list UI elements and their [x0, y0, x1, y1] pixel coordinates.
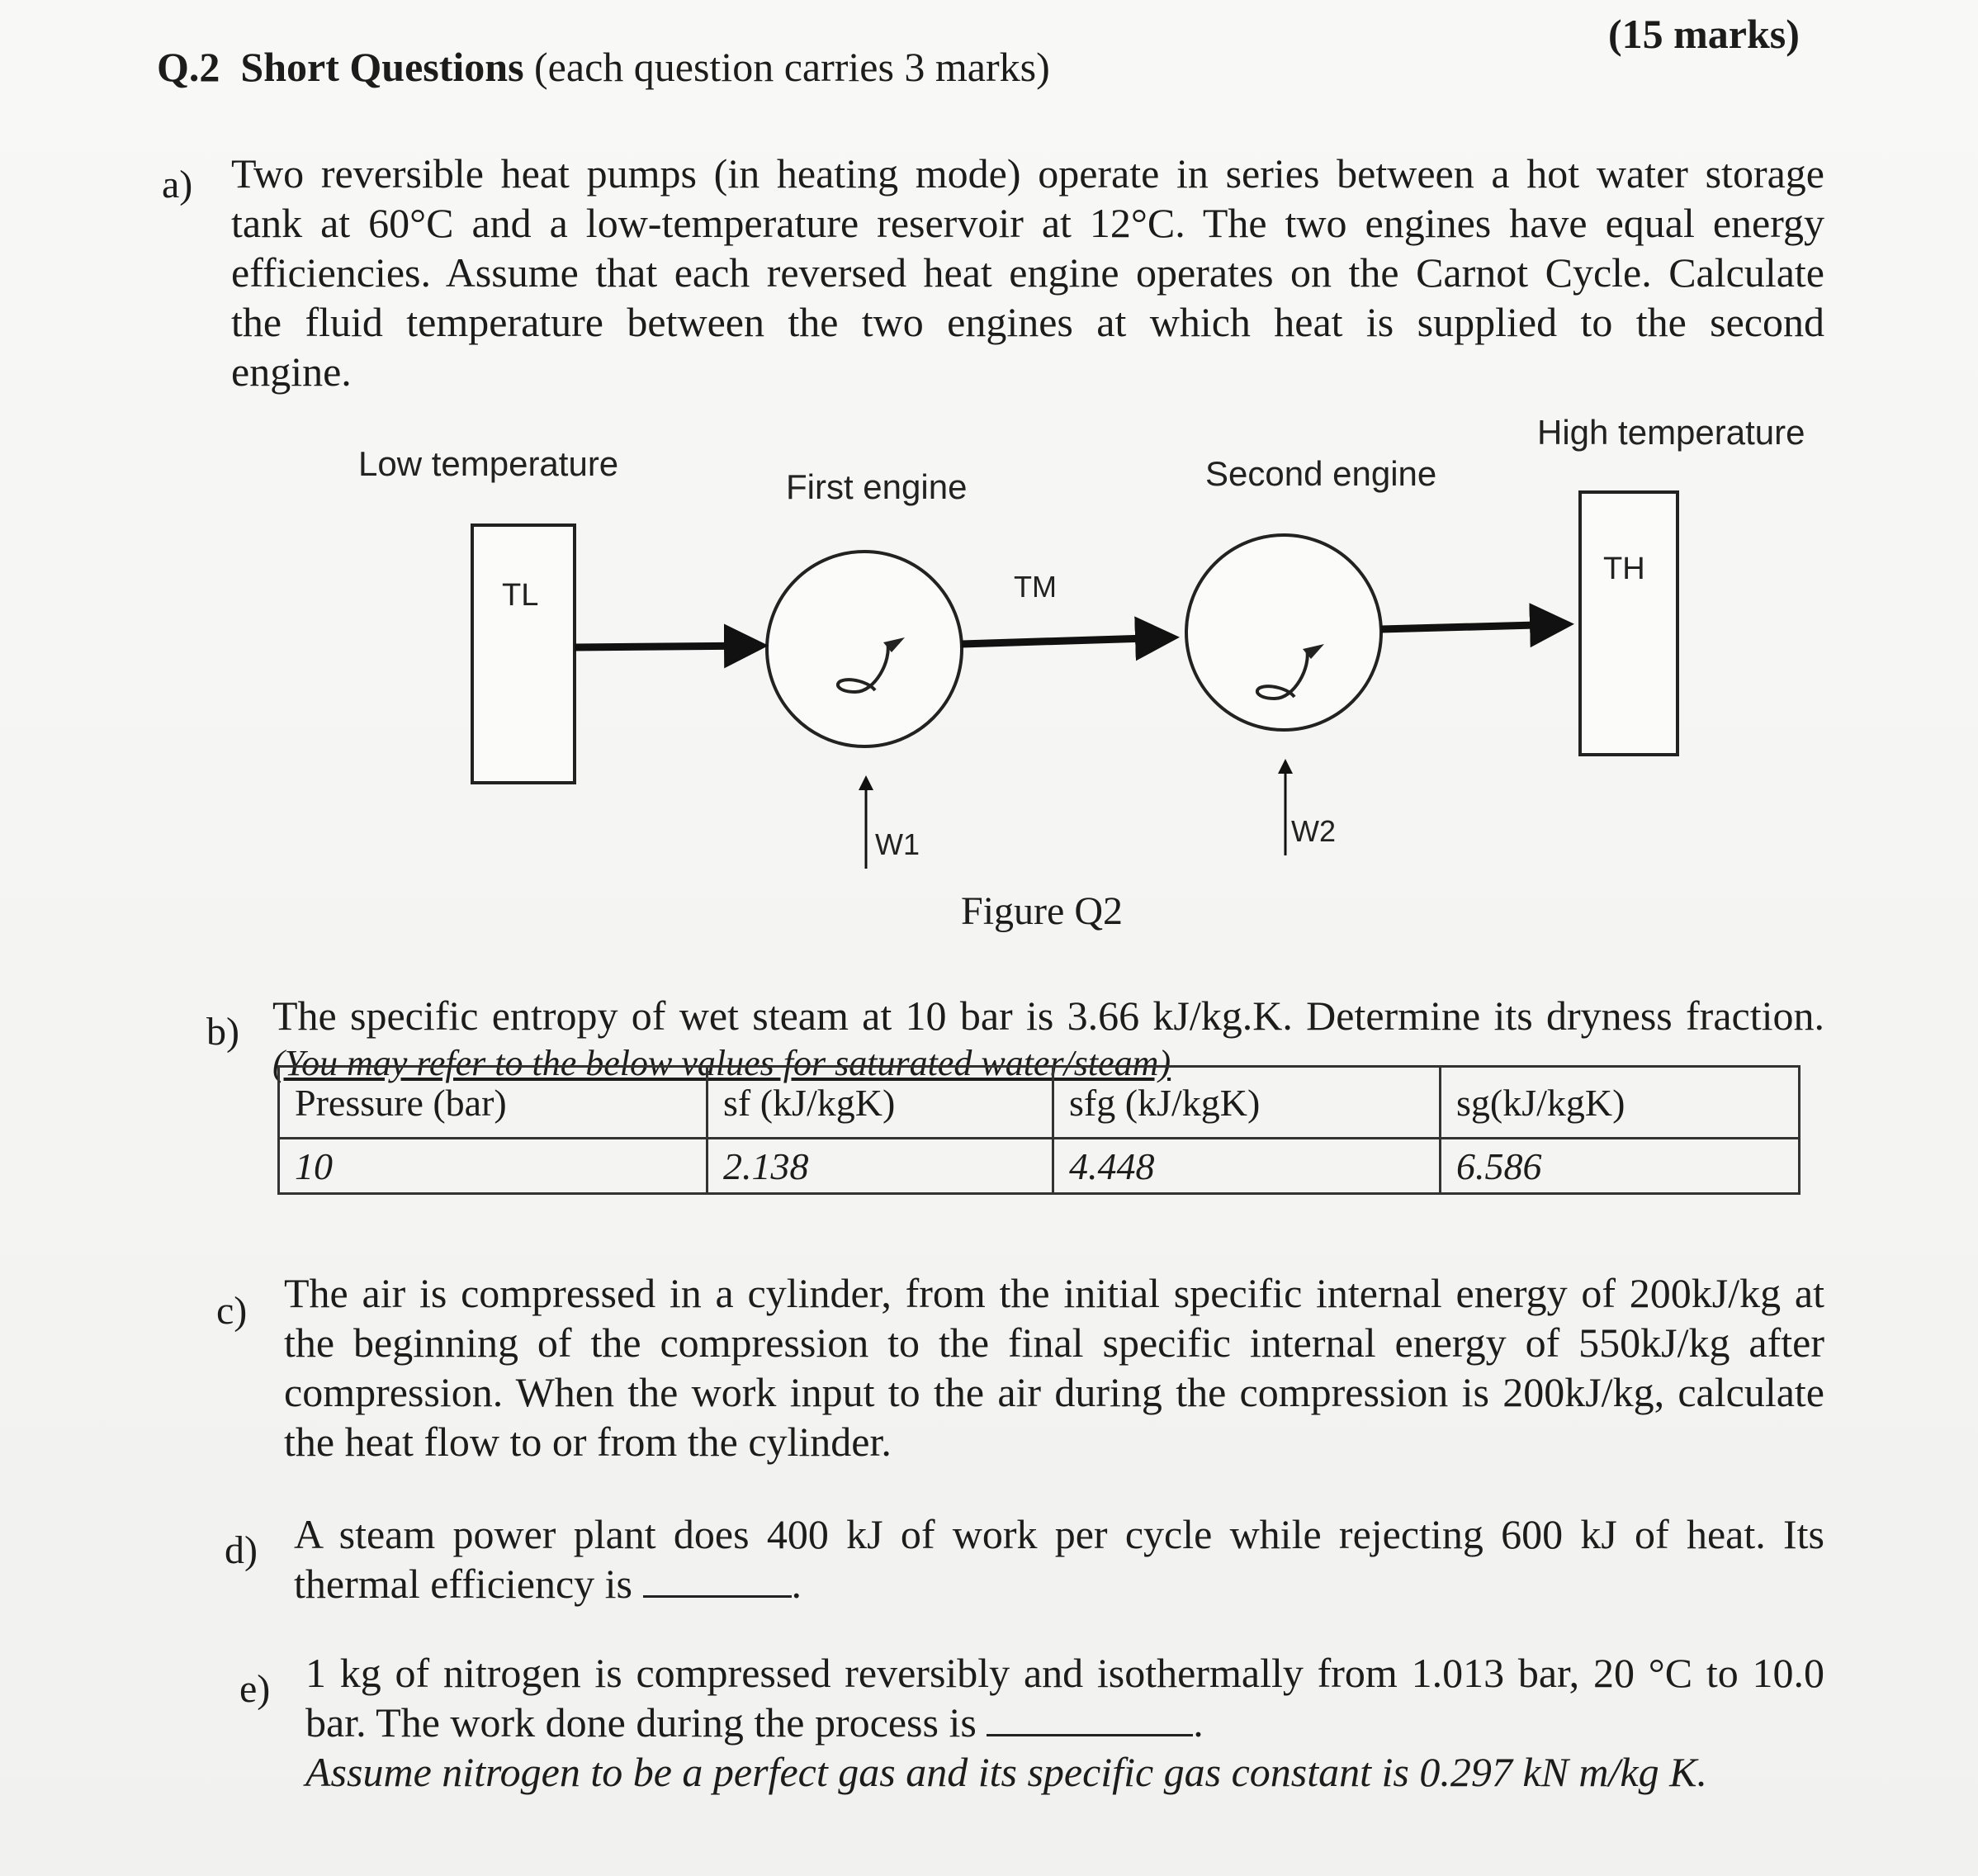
- header-pressure: Pressure (bar): [279, 1067, 707, 1139]
- cycle-diagram: [0, 0, 1978, 925]
- part-e-line: bar. The work done during the process is .: [305, 1699, 1204, 1746]
- heat-flow-arrow-1: [575, 646, 761, 647]
- question-number: Q.2: [157, 44, 220, 90]
- part-e-line: Assume nitrogen to be a perfect gas and its specific gas constant is 0.297 kN m/kg K.: [305, 1749, 1707, 1795]
- w2-label: W2: [1291, 814, 1336, 848]
- part-c-text: [284, 1268, 1824, 1466]
- part-d-line: A steam power plant does 400 kJ of work per cycle while rejecting 600 kJ of heat. Its: [294, 1511, 1824, 1557]
- header-sg: sg(kJ/kgK): [1441, 1067, 1800, 1139]
- part-e-label: e): [239, 1667, 271, 1711]
- low-temp-reservoir: [472, 525, 575, 783]
- table-header-row: [279, 1067, 1800, 1139]
- low-temperature-label: Low temperature: [358, 444, 619, 483]
- part-d-text: [294, 1509, 1824, 1608]
- tm-label: TM: [1014, 570, 1057, 604]
- part-a-line: the fluid temperature between the two engines at which heat is supplied to the second: [231, 299, 1824, 345]
- part-e-line: 1 kg of nitrogen is compressed reversibly and isothermally from 1.013 bar, 20 °C to 10.0: [305, 1650, 1824, 1696]
- tl-label: TL: [502, 578, 539, 613]
- w1-label: W1: [875, 827, 920, 861]
- part-a-line: engine.: [231, 348, 352, 395]
- part-a-line: efficiencies. Assume that each reversed heat engine operates on the Carnot Cycle. Calculate: [231, 249, 1824, 296]
- part-c-line: compression. When the work input to the air during the compression is 200kJ/kg, calculate: [284, 1369, 1824, 1415]
- heat-flow-arrow-3: [1381, 624, 1567, 629]
- part-c-line: The air is compressed in a cylinder, from the initial specific internal energy of 200kJ/kg at: [284, 1270, 1824, 1316]
- part-e-line2-text: bar. The work done during the process is: [305, 1699, 977, 1746]
- heat-flow-arrow-2: [962, 637, 1172, 644]
- second-engine-circle: [1186, 535, 1381, 730]
- figure-caption: Figure Q2: [961, 889, 1123, 933]
- second-engine-label: Second engine: [1205, 454, 1437, 493]
- part-a-label: a): [162, 163, 193, 206]
- cell-sf: 2.138: [707, 1139, 1053, 1194]
- table-row: [279, 1139, 1800, 1194]
- first-engine-circle: [767, 552, 962, 746]
- high-temperature-label: High temperature: [1537, 413, 1805, 452]
- part-d-label: d): [225, 1528, 258, 1572]
- part-c-line: the beginning of the compression to the final specific internal energy of 550kJ/kg after: [284, 1319, 1824, 1366]
- part-d-line: thermal efficiency is .: [294, 1561, 802, 1607]
- part-a-line: tank at 60°C and a low-temperature reservoir at 12°C. The two engines have equal energy: [231, 200, 1824, 246]
- title-bold: Short Questions: [240, 44, 524, 90]
- th-label: TH: [1603, 552, 1645, 586]
- title-rest: (each question carries 3 marks): [534, 44, 1050, 90]
- saturated-steam-table: [277, 1065, 1801, 1195]
- cell-sg: 6.586: [1441, 1139, 1800, 1194]
- marks-total: (15 marks): [1608, 11, 1800, 57]
- header-sfg: sfg (kJ/kgK): [1053, 1067, 1441, 1139]
- part-a-line: Two reversible heat pumps (in heating mode) operate in series between a hot water storage: [231, 150, 1824, 197]
- part-b-line: The specific entropy of wet steam at 10 bar is 3.66 kJ/kg.K. Determine its dryness fraction.: [272, 992, 1824, 1039]
- cell-pressure: 10: [279, 1139, 707, 1194]
- cell-sfg: 4.448: [1053, 1139, 1441, 1194]
- part-b-label: b): [206, 1010, 239, 1054]
- first-engine-label: First engine: [786, 467, 968, 506]
- part-d-line2-text: thermal efficiency is: [294, 1561, 633, 1607]
- answer-blank[interactable]: [643, 1587, 792, 1598]
- header-sf: sf (kJ/kgK): [707, 1067, 1053, 1139]
- part-e-text: [305, 1648, 1824, 1797]
- part-b-text: [272, 991, 1824, 1040]
- part-c-label: c): [216, 1289, 248, 1333]
- part-c-line: the heat flow to or from the cylinder.: [284, 1419, 892, 1465]
- table-reference-note: (You may refer to the below values for saturated water/steam): [272, 1043, 1171, 1083]
- high-temp-reservoir: [1580, 492, 1678, 755]
- answer-blank[interactable]: [987, 1726, 1193, 1736]
